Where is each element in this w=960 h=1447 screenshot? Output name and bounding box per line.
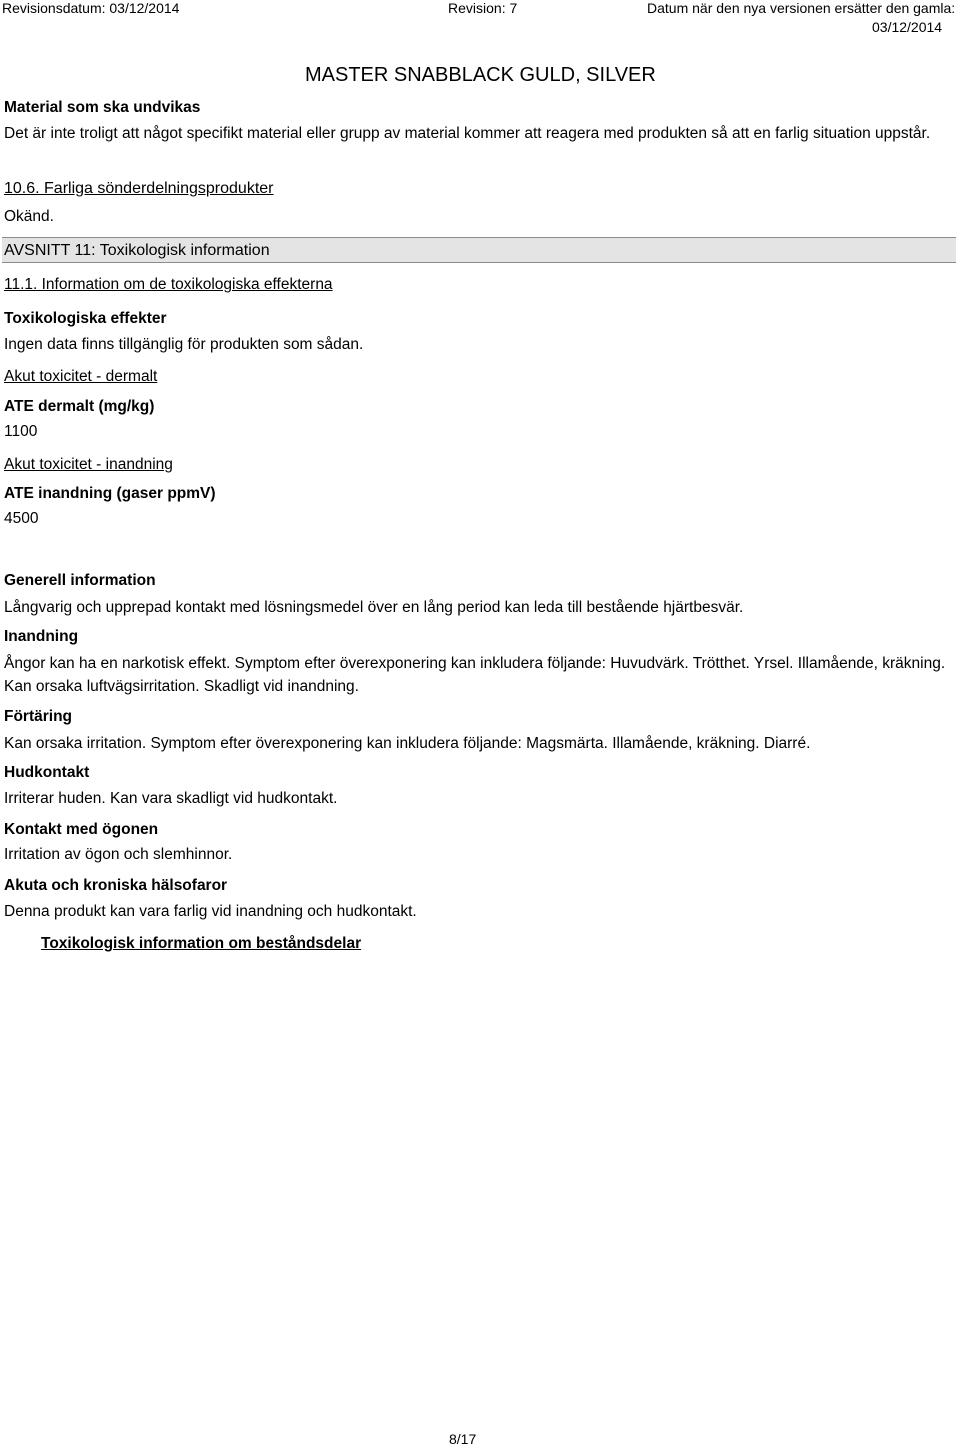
- tox-effects-text: Ingen data finns tillgänglig för produkten som sådan.: [4, 336, 364, 353]
- document-title: MASTER SNABBLACK GULD, SILVER: [305, 64, 656, 86]
- inhalation-effects-text: Ångor kan ha en narkotisk effekt. Symptom efter överexponering kan inkludera följande: Huvudvärk. Trötthet. Yrsel. Illamående, kräkning. Kan orsaka luftvägsirritation. Skadligt vid inandning.: [4, 655, 946, 695]
- revision-date: Revisionsdatum: 03/12/2014: [2, 0, 180, 16]
- components-tox-heading: Toxikologisk information om beståndsdelar: [41, 935, 362, 952]
- inhalation-ate-label: ATE inandning (gaser ppmV): [4, 485, 216, 502]
- section-11-1-heading: 11.1. Information om de toxikologiska effekterna: [4, 276, 333, 293]
- acute-chronic-text: Denna produkt kan vara farlig vid inandning och hudkontakt.: [4, 903, 417, 920]
- revision-number: Revision: 7: [448, 0, 518, 16]
- ingestion-heading: Förtäring: [4, 708, 73, 725]
- ingestion-text: Kan orsaka irritation. Symptom efter överexponering kan inkludera följande: Magsmärta. Illamående, kräkning. Diarré.: [4, 735, 811, 752]
- dermal-ate-value: 1100: [4, 423, 38, 440]
- inhalation-heading: Akut toxicitet - inandning: [4, 456, 173, 473]
- tox-effects-heading: Toxikologiska effekter: [4, 310, 167, 327]
- inhalation-effects-heading: Inandning: [4, 628, 79, 645]
- section-10-6-heading: 10.6. Farliga sönderdelningsprodukter: [4, 180, 274, 197]
- eye-contact-heading: Kontakt med ögonen: [4, 821, 159, 838]
- supersedes-date: 03/12/2014: [872, 19, 943, 35]
- dermal-ate-label: ATE dermalt (mg/kg): [4, 398, 155, 415]
- acute-chronic-heading: Akuta och kroniska hälsofaror: [4, 877, 228, 894]
- inhalation-ate-value: 4500: [4, 510, 39, 527]
- dermal-heading: Akut toxicitet - dermalt: [4, 368, 158, 385]
- page-number: 8/17: [449, 1431, 477, 1447]
- eye-contact-text: Irritation av ögon och slemhinnor.: [4, 846, 233, 863]
- supersedes-label: Datum när den nya versionen ersätter den gamla:: [647, 0, 956, 16]
- section-11-title: AVSNITT 11: Toxikologisk information: [4, 242, 270, 259]
- materials-to-avoid-text: Det är inte troligt att något specifikt material eller grupp av material kommer att reagera med produkten så att en farlig situation uppstår.: [4, 125, 931, 142]
- section-10-6-text: Okänd.: [4, 208, 54, 225]
- skin-contact-heading: Hudkontakt: [4, 764, 90, 781]
- materials-to-avoid-heading: Material som ska undvikas: [4, 99, 201, 116]
- skin-contact-text: Irriterar huden. Kan vara skadligt vid hudkontakt.: [4, 790, 338, 807]
- general-info-heading: Generell information: [4, 572, 156, 589]
- general-info-text: Långvarig och upprepad kontakt med lösningsmedel över en lång period kan leda till bestående hjärtbesvär.: [4, 599, 744, 616]
- section-11-header: [2, 237, 956, 263]
